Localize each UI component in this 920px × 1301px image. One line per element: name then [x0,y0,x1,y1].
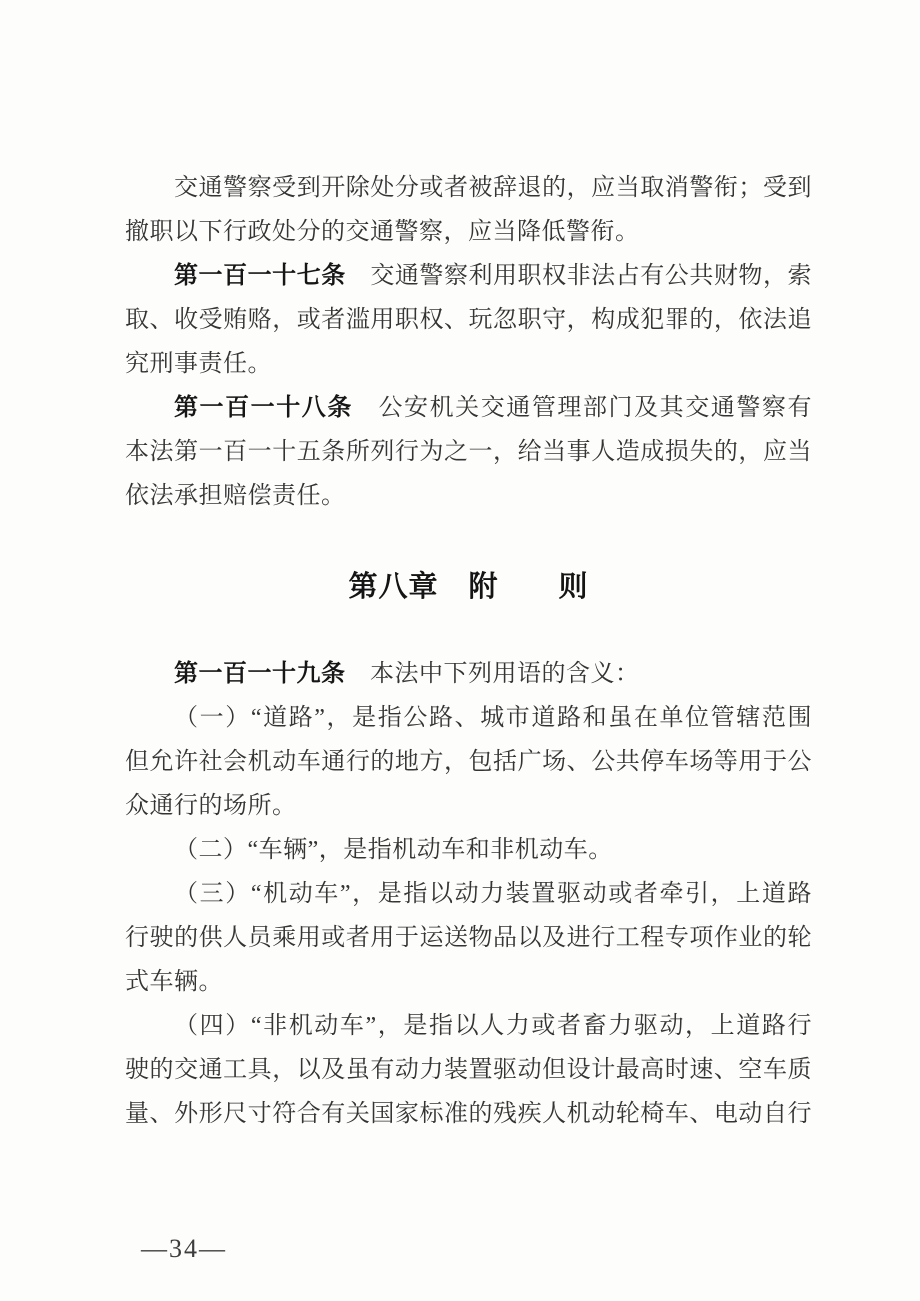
text-line: 撤职以下行政处分的交通警察，应当降低警衔。 [125,219,640,245]
text-line: （一）“道路”，是指公路、城市道路和虽在单位管辖范围 [174,705,812,731]
text-line: 众通行的场所。 [125,793,297,819]
page-number: —34— [141,1234,227,1263]
document-body [125,166,812,1136]
text-line: （三）“机动车”，是指以动力装置驱动或者牵引，上道路 [174,881,812,907]
text-line: 式车辆。 [125,969,223,995]
article-line: 第一百一十九条 本法中下列用语的含义： [174,660,640,687]
text-line: 取、收受贿赂，或者滥用职权、玩忽职守，构成犯罪的，依法追 [125,307,812,333]
article-line: 第一百一十八条 公安机关交通管理部门及其交通警察有 [174,394,812,421]
text-line: 驶的交通工具，以及虽有动力装置驱动但设计最高时速、空车质 [125,1057,812,1083]
article-number: 第一百一十七条 [174,262,346,289]
article-number: 第一百一十九条 [174,660,346,687]
text-line: 究刑事责任。 [125,351,272,377]
article-number: 第一百一十八条 [174,394,353,421]
text-line: 依法承担赔偿责任。 [125,483,346,509]
text-line: 行驶的供人员乘用或者用于运送物品以及进行工程专项作业的轮 [125,925,812,951]
text-line: （二）“车辆”，是指机动车和非机动车。 [174,837,613,863]
text-line: 本法第一百一十五条所列行为之一，给当事人造成损失的，应当 [125,439,812,465]
article-line: 第一百一十七条 交通警察利用职权非法占有公共财物，索 [174,262,812,289]
text-line: 但允许社会机动车通行的地方，包括广场、公共停车场等用于公 [125,749,812,775]
text-line: （四）“非机动车”，是指以人力或者畜力驱动，上道路行 [174,1013,812,1039]
chapter-heading: 第八章 附 则 [348,571,589,603]
text-line: 交通警察受到开除处分或者被辞退的，应当取消警衔；受到 [174,175,812,201]
text-line: 量、外形尺寸符合有关国家标准的残疾人机动轮椅车、电动自行 [125,1101,812,1127]
